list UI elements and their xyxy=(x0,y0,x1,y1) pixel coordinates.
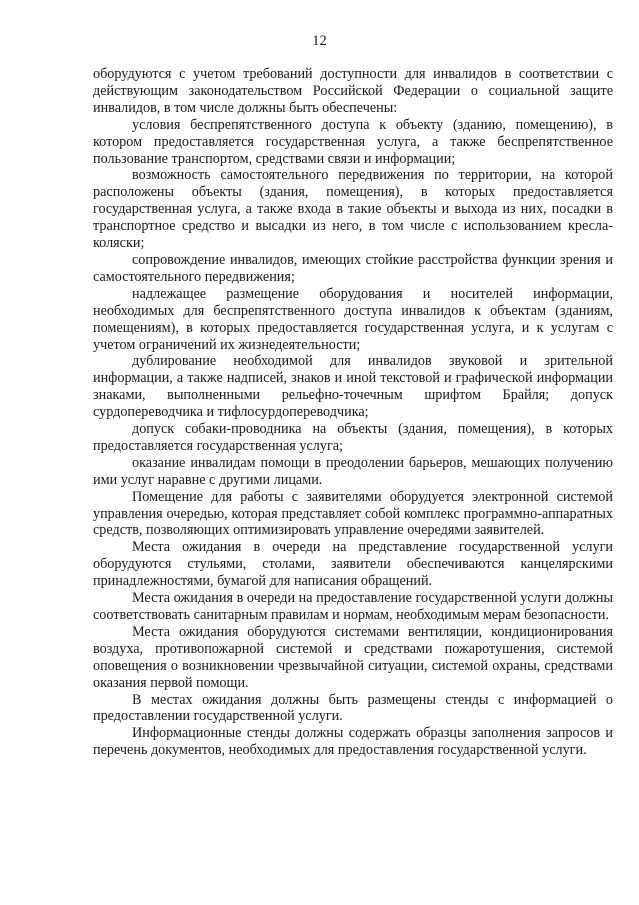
paragraph-1: оборудуются с учетом требований доступности для инвалидов в соответствии с действующим законодательством Российской Федерации о социальной защите инвалидов, в том числе должны быть обеспечены: xyxy=(93,66,613,116)
paragraph-13: В местах ожидания должны быть размещены стенды с информацией о предоставлении государственной услуги. xyxy=(93,691,613,725)
paragraph-4: сопровождение инвалидов, имеющих стойкие расстройства функции зрения и самостоятельного передвижения; xyxy=(93,251,613,285)
page-number: 12 xyxy=(312,33,327,49)
paragraph-12: Места ожидания оборудуются системами вентиляции, кондиционирования воздуха, противопожарной системой и средствами пожаротушения, системой оповещения о возникновении чрезвычайной ситуации, системой охраны, средствами оказания первой помощи. xyxy=(93,623,613,691)
paragraph-11: Места ожидания в очереди на предоставление государственной услуги должны соответствовать санитарным правилам и нормам, необходимым мерам безопасности. xyxy=(93,590,613,623)
paragraph-6: дублирование необходимой для инвалидов звуковой и зрительной информации, а также надписей, знаков и иной текстовой и графической информации знаками, выполненными рельефно-точечным шрифтом Брайля; допуск сурдопереводчика и тифлосурдопереводчика; xyxy=(93,353,613,421)
paragraph-3: возможность самостоятельного передвижения по территории, на которой расположены объекты (здания, помещения), в которых предоставляется государственная услуга, а также входа в такие объекты и выхода из них, посадки в транспортное средство и высадки из него, в том числе с использованием кресла-коляски; xyxy=(93,167,613,252)
paragraph-10: Места ожидания в очереди на представление государственной услуги оборудуются стульями, столами, заявители обеспечиваются канцелярскими принадлежностями, бумагой для написания обращений. xyxy=(93,539,613,590)
paragraph-5: надлежащее размещение оборудования и носителей информации, необходимых для беспрепятственного доступа инвалидов к объектам (зданиям, помещениям), в которых предоставляется государственная услуга, и к услугам с учетом ограничений их жизнедеятельности; xyxy=(93,285,613,353)
paragraph-9: Помещение для работы с заявителями оборудуется электронной системой управления очередью, которая представляет собой комплекс программно-аппаратных средств, позволяющих оптимизировать управление очередями заявителей. xyxy=(93,488,613,539)
body-text xyxy=(93,66,613,759)
paragraph-2: условия беспрепятственного доступа к объекту (зданию, помещению), в котором предоставляется государственная услуга, а также беспрепятственное пользование транспортом, средствами связи и информации; xyxy=(93,116,613,167)
paragraph-14: Информационные стенды должны содержать образцы заполнения запросов и перечень документов, необходимых для предоставления государственной услуги. xyxy=(93,725,613,759)
paragraph-8: оказание инвалидам помощи в преодолении барьеров, мешающих получению ими услуг наравне с другими лицами. xyxy=(93,454,613,488)
paragraph-7: допуск собаки-проводника на объекты (здания, помещения), в которых предоставляется государственная услуга; xyxy=(93,421,613,454)
